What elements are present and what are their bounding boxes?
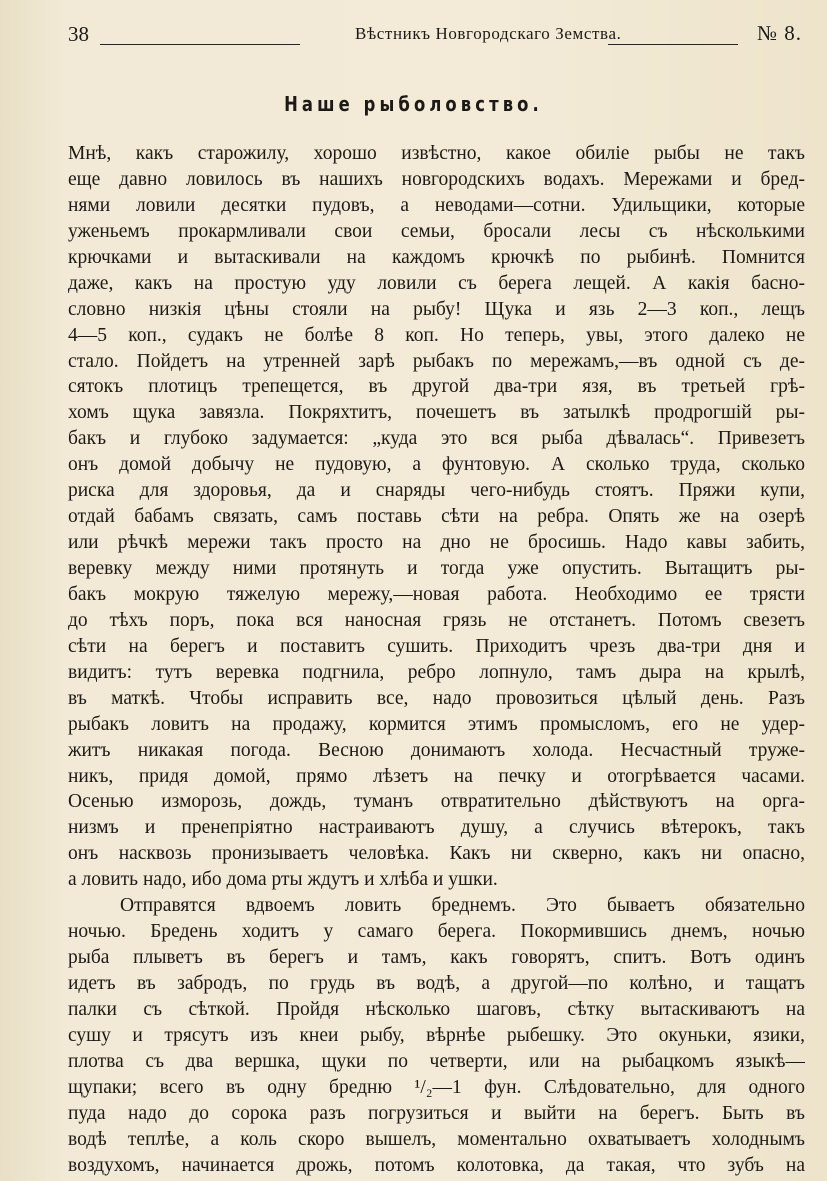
header-rule-left [100,44,300,45]
running-header [68,18,808,50]
text-line: идетъ въ забродъ, по грудь въ водѣ, а другой—по колѣно, и тащатъ [68,973,805,994]
text-line: Мнѣ, какъ старожилу, хорошо извѣстно, какое обиліе рыбы не такъ [68,143,805,164]
text-line: бакъ и глубоко задумается: „куда это вся рыба дѣвалась“. Привезетъ [68,428,805,450]
text-line: отдай бабамъ связать, самъ поставь сѣти на ребра. Опять же на озерѣ [68,506,805,528]
text-line: Осенью изморозь, дождь, туманъ отвратительно дѣйствуютъ на орга- [68,791,805,813]
text-line: а ловить надо, ибо дома рты ждутъ и хлѣба и ушки. [68,869,498,891]
header-rule-right [608,44,738,45]
text-line: щупаки; всего въ одну бредню ¹/₂—1 фун. Слѣдовательно, для одного [68,1076,805,1098]
page-number: 38 [68,22,89,46]
text-line: воздухомъ, начинается дрожь, потомъ колотовка, да такая, что зубъ на [68,1154,805,1176]
text-line: онъ домой добычу не пудовую, а фунтовую. А сколько труда, сколько [68,454,805,476]
text-line: сятокъ плотицъ трепещется, въ другой два-три язя, въ третьей грѣ- [68,376,805,398]
text-line: низмъ и пренепріятно настраиваютъ душу, а случись вѣтерокъ, такъ [68,817,805,839]
text-line: палки съ сѣткой. Пройдя нѣсколько шаговъ, сѣтку вытаскиваютъ на [68,998,805,1020]
text-line: никъ, придя домой, прямо лѣзетъ на печку и отогрѣвается часами. [68,765,805,787]
journal-title: Вѣстникъ Новгородскаго Земства. [355,24,622,43]
text-line: водѣ теплѣе, а коль скоро вышелъ, моментально охватываетъ холоднымъ [68,1128,805,1150]
text-line: плотва съ два вершка, щуки по четверти, или на рыбацкомъ языкѣ— [68,1050,805,1072]
text-line: сушу и трясутъ изъ кнеи рыбу, вѣрнѣе рыбешку. Это окуньки, язики, [68,1024,805,1046]
article-title: Наше рыболовство. [284,92,543,116]
text-line: въ маткѣ. Чтобы исправить все, надо провозиться цѣлый день. Разъ [68,687,805,709]
article-body [68,141,805,1179]
text-line: рыбакъ ловитъ на продажу, кормится этимъ промысломъ, его не удер- [68,713,805,735]
text-line: онъ насквозь пронизываетъ человѣка. Какъ ни скверно, какъ ни опасно, [68,843,805,865]
text-line: даже, какъ на простую уду ловили съ берега лещей. А какія басно- [68,272,805,294]
text-line: уженьемъ прокармливали свои семьи, бросали лесы съ нѣсколькими [68,220,805,242]
text-line: бакъ мокрую тяжелую мережу,—новая работа. Необходимо ее трясти [68,583,805,605]
text-line: веревку между ними протянуть и тогда уже опустить. Вытащитъ ры- [68,558,805,579]
text-line: сѣти на берегъ и поставитъ сушить. Приходитъ чрезъ два-три дня и [68,635,805,657]
text-line: 4—5 коп., судакъ не болѣе 8 коп. Но теперь, увы, этого далеко не [68,324,805,346]
text-line: житъ никакая погода. Весною донимаютъ холода. Несчастный труже- [68,739,805,761]
text-line: крючками и вытаскивали на каждомъ крючкѣ по рыбинѣ. Помнится [68,246,805,268]
text-line: или рѣчкѣ мережи такъ просто на дно не бросишь. Надо кавы забить, [68,532,805,554]
text-line: пуда надо до сорока разъ погрузиться и выйти на берегъ. Быть въ [68,1102,805,1124]
text-line: нями ловили десятки пудовъ, а неводами—сотни. Удильщики, которые [68,194,805,216]
text-line: до тѣхъ поръ, пока вся наносная грязь не отстанетъ. Потомъ свезетъ [68,609,805,631]
text-line: еще давно ловилось въ нашихъ новгородскихъ водахъ. Мережами и бред- [68,168,805,190]
issue-number: № 8. [756,21,802,45]
text-line: видитъ: тутъ веревка подгнила, ребро лопнуло, тамъ дыра на крылѣ, [68,661,805,683]
text-line: Отправятся вдвоемъ ловить бреднемъ. Это бываетъ обязательно [120,895,805,917]
text-line: стало. Пойдетъ на утренней зарѣ рыбакъ по мережамъ,—въ одной съ де- [68,350,805,372]
text-line: рыба плыветъ въ берегъ и тамъ, какъ говорятъ, спитъ. Вотъ одинъ [68,947,805,969]
text-line: ночью. Бредень ходитъ у самаго берега. Покормившись днемъ, ночью [68,921,805,943]
text-line: словно низкія цѣны стояли на рыбу! Щука и язь 2—3 коп., лещъ [68,298,805,320]
text-line: хомъ щука завязла. Покряхтитъ, почешетъ въ затылкѣ продрогшій ры- [68,402,805,424]
text-line: риска для здоровья, да и снаряды чего-нибудь стоятъ. Пряжи купи, [68,480,805,502]
